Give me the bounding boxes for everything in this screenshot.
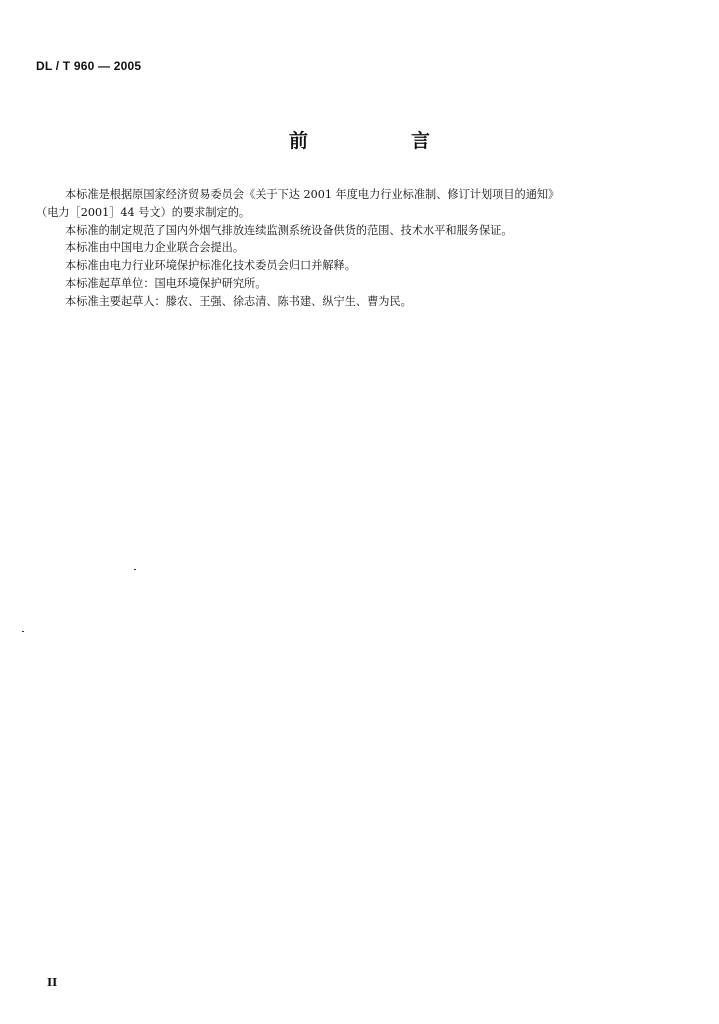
scan-speck [22,631,24,632]
paragraph-scope: 本标准的制定规范了国内外烟气排放连续监测系统设备供货的范围、技术水平和服务保证。 [65,223,513,237]
paragraph-custodian: 本标准由电力行业环境保护标准化技术委员会归口并解释。 [65,259,356,273]
paragraph-drafting-unit: 本标准起草单位：国电环境保护研究所。 [65,276,267,290]
paragraph-proposer: 本标准由中国电力企业联合会提出。 [65,241,245,255]
page-number: II [47,976,58,989]
standard-code: DL / T 960 — 2005 [36,59,142,73]
foreword-body [36,186,676,311]
paragraph-basis-line-2: （电力［2001］44 号文）的要求制定的。 [36,205,251,219]
scan-speck [134,569,136,570]
paragraph-basis [36,186,676,222]
paragraph-drafters: 本标准主要起草人：滕农、王强、徐志清、陈书建、纵宁生、曹为民。 [65,294,412,308]
paragraph-basis-line-1: 本标准是根据原国家经济贸易委员会《关于下达 2001 年度电力行业标准制、修订计划项目的通知》 [65,188,560,201]
page-title: 前 言 [288,130,472,152]
